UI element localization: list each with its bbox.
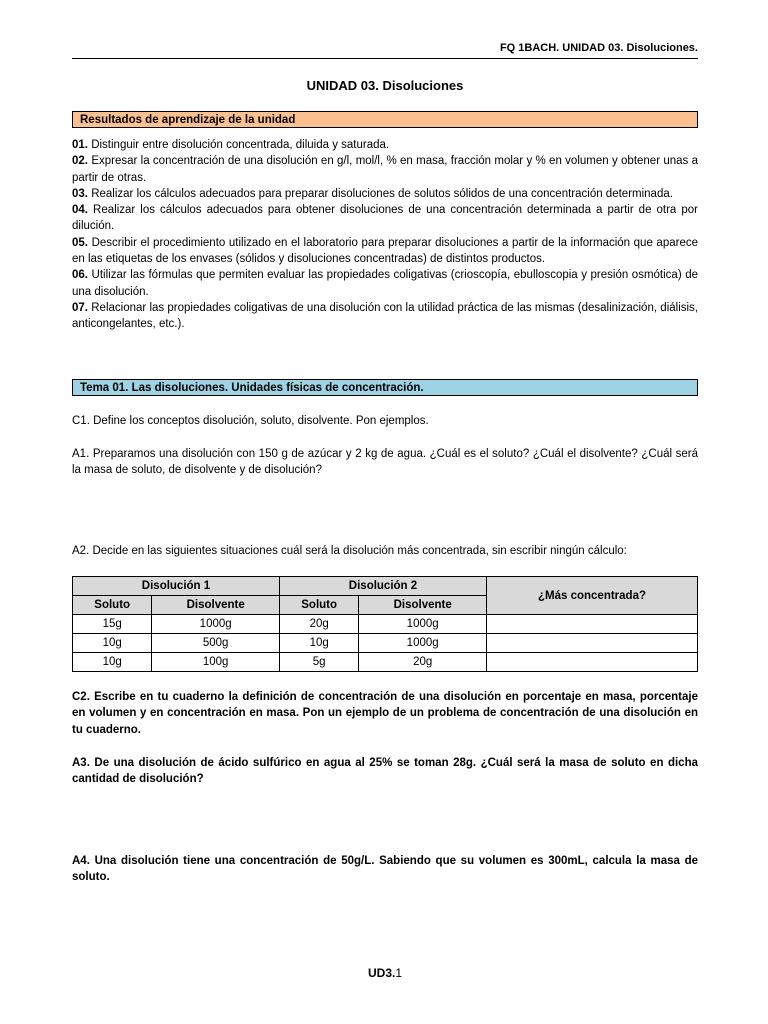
table-group-header: Disolución 1: [73, 577, 280, 596]
table-cell: 20g: [279, 615, 358, 634]
objective-text: Utilizar las fórmulas que permiten evaluar las propiedades coligativas (crioscopía, ebulloscopia y presión osmótica) de una disolución.: [72, 269, 698, 298]
objective-item: [72, 153, 698, 186]
objective-text: Distinguir entre disolución concentrada, diluida y saturada.: [88, 139, 390, 151]
objective-number: 07.: [72, 301, 88, 314]
table-cell: 10g: [73, 653, 152, 672]
answer-cell[interactable]: [487, 615, 698, 634]
table-cell: 1000g: [152, 615, 280, 634]
table-cell: 10g: [73, 634, 152, 653]
objective-text: Realizar los cálculos adecuados para preparar disoluciones de solutos sólidos de una concentración determinada.: [88, 187, 673, 200]
table-cell: 20g: [359, 653, 487, 672]
table-cell: 100g: [152, 653, 280, 672]
unit-title: UNIDAD 03. Disoluciones: [306, 78, 464, 93]
question-c2: C2. Escribe en tu cuaderno la definición de concentración de una disolución en porcentaje en masa, porcentaje en volumen y en concentración en masa. Pon un ejemplo de un problema de concentración de una disolución en tu cuaderno.: [72, 691, 698, 736]
objective-item: [72, 267, 698, 300]
table-row: [73, 653, 698, 672]
running-header: FQ 1BACH. UNIDAD 03. Disoluciones.: [499, 42, 698, 54]
table-cell: 1000g: [359, 615, 487, 634]
table-subheader: Soluto: [279, 596, 358, 615]
concentration-table: [72, 576, 698, 672]
question-a1: A1. Preparamos una disolución con 150 g de azúcar y 2 kg de agua. ¿Cuál es el soluto? ¿Cuál el disolvente? ¿Cuál será la masa de soluto, de disolvente y de disolución?: [72, 448, 698, 477]
objective-item: [72, 235, 698, 268]
table-group-header: Disolución 2: [279, 577, 486, 596]
section-heading-results: Resultados de aprendizaje de la unidad: [72, 111, 698, 128]
footer-page-number: 1: [395, 966, 403, 980]
objective-item: [72, 186, 698, 202]
objectives-list: [72, 137, 698, 333]
table-cell: 10g: [279, 634, 358, 653]
objective-number: 03.: [72, 187, 88, 200]
objective-text: Realizar los cálculos adecuados para obtener disoluciones de una concentración determinada a partir de otra por dilución.: [72, 204, 698, 233]
header-rule: [72, 58, 698, 59]
objective-text: Describir el procedimiento utilizado en el laboratorio para preparar disoluciones a partir de la información que aparece en las etiquetas de los envases (sólidos y disoluciones concentradas) de distintos productos.: [72, 236, 698, 266]
answer-cell[interactable]: [487, 653, 698, 672]
objective-number: 01.: [72, 139, 88, 151]
table-cell: 1000g: [359, 634, 487, 653]
question-c1: C1. Define los conceptos disolución, soluto, disolvente. Pon ejemplos.: [72, 415, 429, 427]
objective-text: Relacionar las propiedades coligativas de una disolución con la utilidad práctica de las mismas (desalinización, diálisis, anticongelantes, etc.).: [72, 301, 698, 331]
objective-number: 05.: [72, 236, 88, 249]
question-a4: A4. Una disolución tiene una concentración de 50g/L. Sabiendo que su volumen es 300mL, calcula la masa de soluto.: [72, 855, 698, 884]
footer-unit: UD3.: [367, 966, 396, 980]
answer-cell[interactable]: [487, 634, 698, 653]
page-footer: [72, 966, 698, 980]
table-subheader: Disolvente: [152, 596, 280, 615]
objective-number: 06.: [72, 269, 88, 282]
question-a3: A3. De una disolución de ácido sulfúrico en agua al 25% se toman 28g. ¿Cuál será la masa de soluto en dicha cantidad de disolución?: [72, 757, 698, 786]
table-row: [73, 634, 698, 653]
table-cell: 15g: [73, 615, 152, 634]
table-subheader: Disolvente: [359, 596, 487, 615]
table-subheader: Soluto: [73, 596, 152, 615]
table-answer-header: ¿Más concentrada?: [487, 577, 698, 615]
section-heading-tema01: Tema 01. Las disoluciones. Unidades físicas de concentración.: [72, 379, 698, 396]
table-row: [73, 615, 698, 634]
objective-number: 02.: [72, 155, 88, 168]
objective-number: 04.: [72, 204, 88, 217]
objective-text: Expresar la concentración de una disolución en g/l, mol/l, % en masa, fracción molar y % en volumen y obtener unas a partir de otras.: [72, 155, 698, 184]
objective-item: [72, 202, 698, 235]
table-cell: 500g: [152, 634, 280, 653]
question-a2: A2. Decide en las siguientes situaciones cuál será la disolución más concentrada, sin escribir ningún cálculo:: [72, 545, 627, 557]
objective-item: [72, 137, 698, 153]
objective-item: [72, 300, 698, 333]
table-cell: 5g: [279, 653, 358, 672]
